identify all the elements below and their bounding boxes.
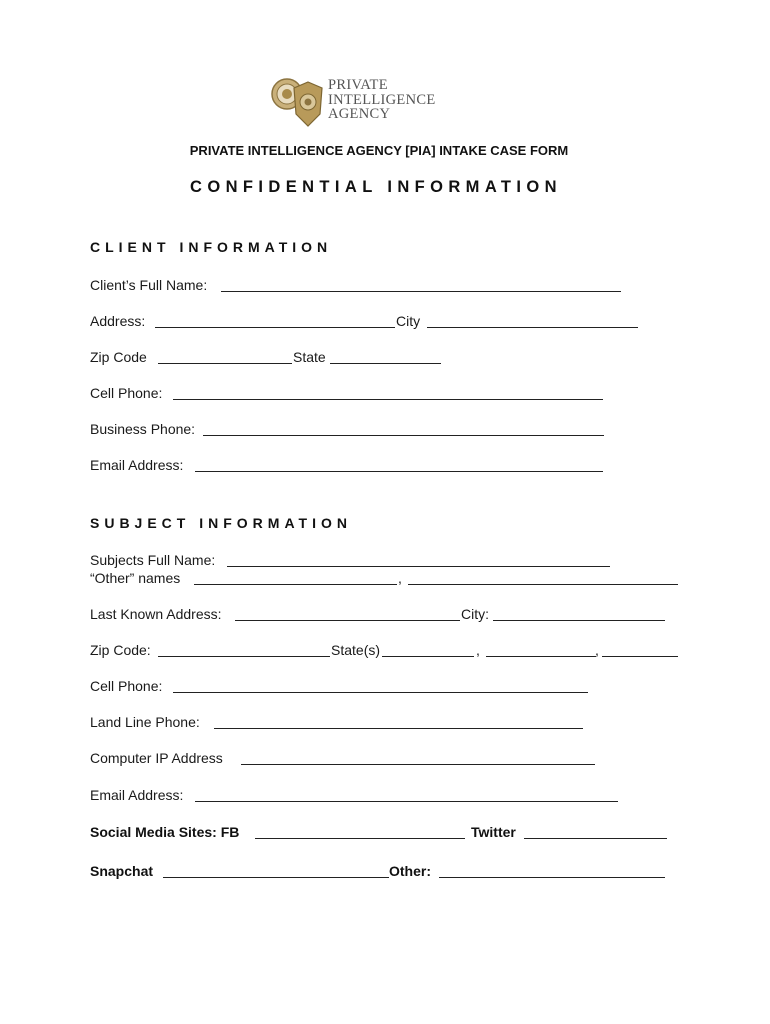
client-cell-label: Cell Phone: (90, 385, 163, 401)
client-state-label: State (293, 349, 326, 365)
subject-cell-label: Cell Phone: (90, 678, 163, 694)
subject-landline-field[interactable] (214, 728, 583, 729)
client-section-heading: CLIENT INFORMATION (90, 239, 333, 255)
subject-snapchat-label: Snapchat (90, 863, 154, 879)
subject-email-field[interactable] (195, 801, 618, 802)
subject-last-address-field[interactable] (235, 620, 460, 621)
subject-states-label: State(s) (331, 642, 381, 658)
client-address-field[interactable] (155, 327, 395, 328)
subject-zip-label: Zip Code: (90, 642, 151, 658)
subject-social-fb-label: Social Media Sites: FB (90, 824, 240, 840)
subject-full-name-field[interactable] (227, 566, 610, 567)
badge-icon (294, 82, 322, 126)
subject-other-names-comma: , (398, 570, 402, 586)
subject-other-name-2-field[interactable] (408, 584, 678, 585)
subject-facebook-field[interactable] (255, 838, 465, 839)
subject-state-2-field[interactable] (486, 656, 596, 657)
subject-ip-label: Computer IP Address (90, 750, 223, 766)
subject-full-name-label: Subjects Full Name: (90, 552, 216, 568)
logo-line-2: INTELLIGENCE (328, 91, 436, 108)
subject-other-social-label: Other: (389, 863, 431, 879)
subject-email-label: Email Address: (90, 787, 184, 803)
subject-last-address-label: Last Known Address: (90, 606, 222, 622)
subject-section-heading: SUBJECT INFORMATION (90, 515, 352, 531)
subject-states-comma-1: , (476, 642, 480, 658)
subject-other-names-label: “Other” names (90, 570, 181, 586)
subject-state-3-field[interactable] (602, 656, 678, 657)
client-business-label: Business Phone: (90, 421, 196, 437)
client-city-label: City (396, 313, 421, 329)
agency-logo (270, 74, 460, 130)
subject-snapchat-field[interactable] (163, 877, 389, 878)
client-zip-label: Zip Code (90, 349, 147, 365)
form-title: PRIVATE INTELLIGENCE AGENCY [PIA] INTAKE CASE FORM (189, 143, 569, 158)
subject-ip-field[interactable] (241, 764, 595, 765)
subject-twitter-field[interactable] (524, 838, 667, 839)
subject-state-1-field[interactable] (382, 656, 474, 657)
subject-landline-label: Land Line Phone: (90, 714, 200, 730)
client-full-name-field[interactable] (221, 291, 621, 292)
confidential-title: CONFIDENTIAL INFORMATION (190, 178, 562, 196)
subject-city-field[interactable] (493, 620, 665, 621)
client-zip-field[interactable] (158, 363, 292, 364)
subject-states-comma-2: , (595, 642, 599, 658)
subject-cell-field[interactable] (173, 692, 588, 693)
client-address-label: Address: (90, 313, 146, 329)
subject-twitter-label: Twitter (471, 824, 516, 840)
client-email-label: Email Address: (90, 457, 184, 473)
client-full-name-label: Client’s Full Name: (90, 277, 208, 293)
subject-city-label: City: (461, 606, 489, 622)
client-city-field[interactable] (427, 327, 638, 328)
logo-emblems (270, 74, 330, 130)
logo-line-3: AGENCY (328, 106, 391, 122)
logo-line-1: PRIVATE (328, 77, 388, 93)
client-email-field[interactable] (195, 471, 603, 472)
subject-other-social-field[interactable] (439, 877, 665, 878)
client-cell-field[interactable] (173, 399, 603, 400)
logo-wordmark (328, 78, 436, 122)
subject-zip-field[interactable] (158, 656, 330, 657)
client-state-field[interactable] (330, 363, 441, 364)
subject-other-name-1-field[interactable] (194, 584, 397, 585)
client-business-field[interactable] (203, 435, 604, 436)
